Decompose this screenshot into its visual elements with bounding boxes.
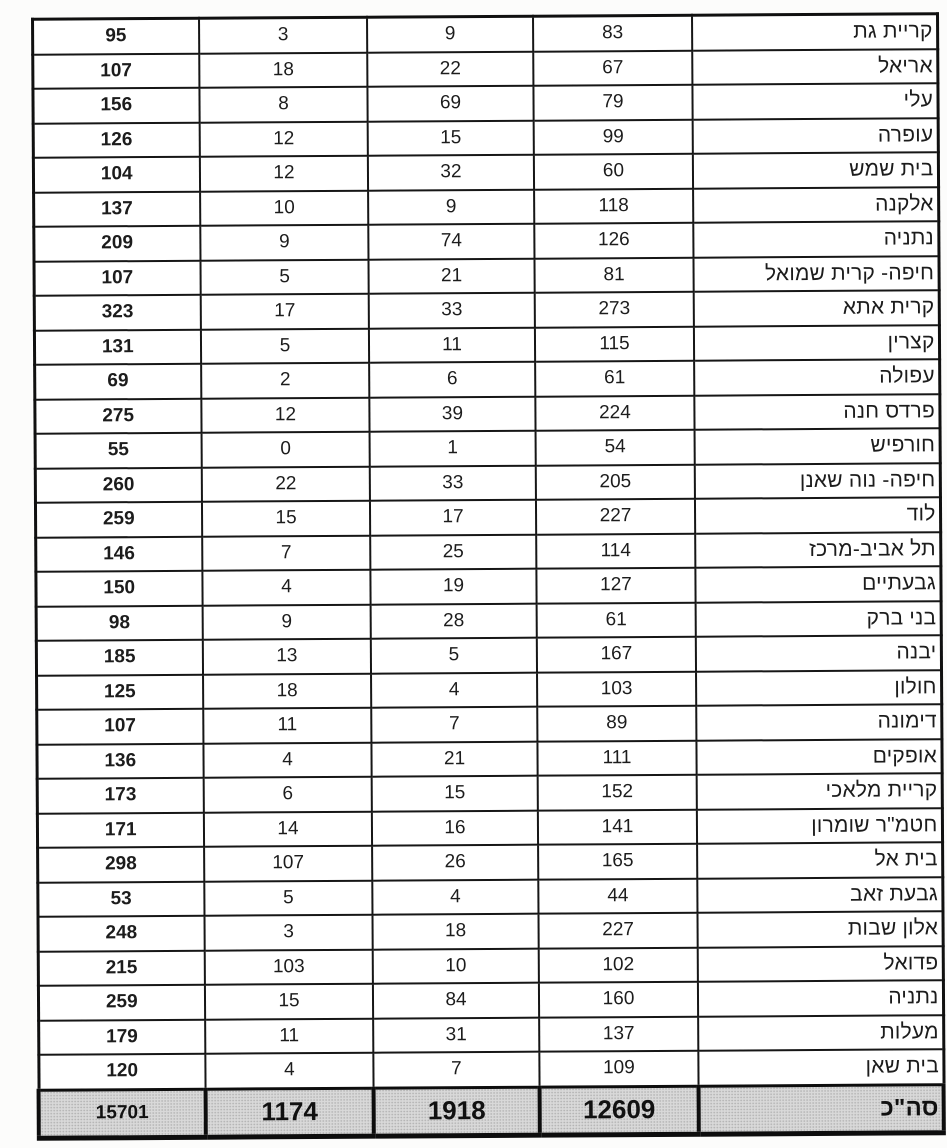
value-cell-c: 6 — [204, 777, 372, 813]
location-name-cell: בית אל — [697, 842, 942, 878]
table-row — [38, 946, 943, 986]
location-name-cell: אלון שבות — [697, 911, 942, 947]
value-cell-c: 15 — [202, 501, 370, 537]
value-cell-b: 9 — [368, 189, 534, 225]
value-cell-c: 0 — [202, 432, 370, 468]
value-cell-a: 83 — [533, 15, 692, 51]
value-cell-a: 152 — [538, 775, 697, 810]
totals-col-b-cell: 1918 — [374, 1087, 540, 1136]
value-cell-a: 81 — [534, 257, 693, 292]
value-cell-c: 13 — [203, 639, 371, 675]
value-cell-b: 4 — [372, 879, 538, 915]
value-cell-b: 10 — [373, 948, 539, 984]
value-cell-a: 79 — [533, 85, 692, 120]
value-cell-c: 18 — [203, 673, 371, 709]
table-row — [38, 1015, 943, 1055]
row-total-cell: 125 — [36, 674, 203, 710]
value-cell-a: 44 — [538, 878, 697, 913]
row-total-cell: 323 — [34, 295, 201, 331]
value-cell-a: 54 — [536, 430, 695, 465]
value-cell-a: 89 — [537, 706, 696, 741]
location-name-cell: אריאל — [692, 49, 937, 85]
value-cell-c: 4 — [202, 570, 370, 606]
location-name-cell: לוד — [695, 497, 940, 533]
value-cell-c: 15 — [205, 984, 373, 1020]
value-cell-b: 69 — [367, 86, 533, 122]
row-total-cell: 146 — [35, 536, 202, 572]
row-total-cell: 126 — [33, 122, 200, 158]
location-name-cell: בני ברק — [696, 601, 941, 637]
row-total-cell: 260 — [35, 467, 202, 503]
value-cell-c: 4 — [205, 1053, 373, 1089]
row-total-cell: 209 — [33, 226, 200, 262]
value-cell-b: 74 — [368, 224, 534, 260]
value-cell-c: 18 — [199, 52, 367, 88]
table-row — [35, 463, 940, 503]
row-total-cell: 69 — [34, 364, 201, 400]
value-cell-a: 160 — [539, 982, 698, 1017]
value-cell-a: 109 — [539, 1051, 698, 1087]
row-total-cell: 107 — [36, 709, 203, 745]
row-total-cell: 156 — [32, 88, 199, 124]
value-cell-b: 16 — [372, 810, 538, 846]
location-name-cell: עפולה — [694, 359, 939, 395]
table-row — [36, 739, 941, 779]
row-total-cell: 136 — [36, 743, 203, 779]
value-cell-b: 7 — [373, 1052, 539, 1088]
value-cell-c: 5 — [204, 880, 372, 916]
row-total-cell: 215 — [38, 950, 205, 986]
table-row — [36, 704, 941, 744]
value-cell-a: 61 — [537, 602, 696, 637]
row-total-cell: 150 — [35, 571, 202, 607]
value-cell-c: 4 — [203, 742, 371, 778]
row-total-cell: 185 — [36, 640, 203, 676]
row-total-cell: 53 — [37, 881, 204, 917]
value-cell-a: 60 — [534, 154, 693, 189]
value-cell-a: 224 — [535, 395, 694, 430]
location-name-cell: חולון — [696, 670, 941, 706]
table-row — [34, 325, 939, 365]
table-row — [33, 118, 938, 158]
row-total-cell: 137 — [33, 191, 200, 227]
row-total-cell: 179 — [38, 1019, 205, 1055]
table-row — [32, 14, 937, 55]
table-row — [37, 877, 942, 917]
value-cell-b: 1 — [370, 431, 536, 467]
value-cell-b: 15 — [372, 776, 538, 812]
location-name-cell: חיפה- קרית שמואל — [693, 256, 938, 292]
location-name-cell: מעלות — [698, 1015, 943, 1051]
value-cell-a: 61 — [535, 361, 694, 396]
location-name-cell: אופקים — [696, 739, 941, 775]
value-cell-a: 227 — [538, 913, 697, 948]
row-total-cell: 107 — [32, 53, 199, 89]
table-row — [37, 808, 942, 848]
value-cell-b: 18 — [372, 914, 538, 950]
table-row — [35, 566, 940, 606]
value-cell-a: 111 — [537, 740, 696, 775]
value-cell-b: 25 — [370, 534, 536, 570]
value-cell-c: 5 — [200, 259, 368, 295]
table-wrapper — [30, 12, 946, 1140]
location-name-cell: קריית מלאכי — [697, 773, 942, 809]
value-cell-a: 126 — [534, 223, 693, 258]
value-cell-b: 21 — [371, 741, 537, 777]
value-cell-c: 12 — [200, 156, 368, 192]
location-name-cell: חיפה- נוה שאנן — [695, 463, 940, 499]
table-row — [33, 256, 938, 296]
value-cell-b: 17 — [370, 500, 536, 536]
table-row — [36, 635, 941, 675]
table-row — [37, 773, 942, 813]
value-cell-a: 115 — [535, 326, 694, 361]
table-row — [33, 187, 938, 227]
value-cell-b: 7 — [371, 707, 537, 743]
value-cell-c: 17 — [201, 294, 369, 330]
value-cell-a: 118 — [534, 188, 693, 223]
row-total-cell: 173 — [37, 778, 204, 814]
totals-col-c-cell: 1174 — [206, 1088, 374, 1137]
value-cell-b: 32 — [368, 155, 534, 191]
location-name-cell: קצרין — [694, 325, 939, 361]
value-cell-a: 205 — [536, 464, 695, 499]
value-cell-b: 39 — [369, 396, 535, 432]
row-total-cell: 120 — [38, 1054, 205, 1090]
table-row — [38, 1049, 943, 1090]
row-total-cell: 259 — [35, 502, 202, 538]
location-name-cell: פרדס חנה — [694, 394, 939, 430]
row-total-cell: 275 — [34, 398, 201, 434]
table-row — [35, 497, 940, 537]
value-cell-b: 15 — [368, 120, 534, 156]
table-row — [35, 532, 940, 572]
row-total-cell: 95 — [32, 18, 199, 54]
row-total-cell: 259 — [38, 985, 205, 1021]
value-cell-c: 11 — [203, 708, 371, 744]
value-cell-b: 31 — [373, 1017, 539, 1053]
location-name-cell: קריית גת — [692, 14, 937, 50]
table-row — [34, 290, 939, 330]
value-cell-b: 33 — [370, 465, 536, 501]
value-cell-a: 127 — [536, 568, 695, 603]
value-cell-b: 19 — [370, 569, 536, 605]
table-footer — [39, 1084, 944, 1138]
value-cell-b: 26 — [372, 845, 538, 881]
totals-label-cell: סה"כ — [699, 1084, 944, 1133]
value-cell-a: 99 — [534, 119, 693, 154]
value-cell-b: 9 — [367, 16, 533, 52]
value-cell-c: 7 — [202, 535, 370, 571]
value-cell-c: 22 — [202, 466, 370, 502]
table-row — [34, 359, 939, 399]
value-cell-c: 12 — [201, 397, 369, 433]
value-cell-b: 4 — [371, 672, 537, 708]
value-cell-c: 3 — [204, 915, 372, 951]
value-cell-c: 103 — [205, 949, 373, 985]
table-row — [33, 221, 938, 261]
location-name-cell: בית שמש — [693, 152, 938, 188]
location-name-cell: פדואל — [698, 946, 943, 982]
value-cell-b: 6 — [369, 362, 535, 398]
location-name-cell: נתניה — [698, 980, 943, 1016]
location-name-cell: תל אביב-מרכז — [695, 532, 940, 568]
location-name-cell: דימונה — [696, 704, 941, 740]
table-row — [36, 670, 941, 710]
value-cell-b: 22 — [367, 51, 533, 87]
grand-total-cell: 15701 — [39, 1089, 206, 1138]
location-name-cell: עלי — [692, 83, 937, 119]
value-cell-a: 137 — [539, 1016, 698, 1051]
location-name-cell: יבנה — [696, 635, 941, 671]
table-row — [34, 394, 939, 434]
value-cell-a: 273 — [535, 292, 694, 327]
value-cell-c: 11 — [205, 1018, 373, 1054]
totals-col-a-cell: 12609 — [540, 1086, 699, 1135]
value-cell-b: 28 — [371, 603, 537, 639]
row-total-cell: 98 — [36, 605, 203, 641]
table-row — [37, 842, 942, 882]
value-cell-c: 2 — [201, 363, 369, 399]
row-total-cell: 107 — [33, 260, 200, 296]
value-cell-a: 67 — [533, 50, 692, 85]
value-cell-c: 9 — [203, 604, 371, 640]
value-cell-a: 227 — [536, 499, 695, 534]
row-total-cell: 248 — [38, 916, 205, 952]
row-total-cell: 298 — [37, 847, 204, 883]
table-row — [36, 601, 941, 641]
value-cell-c: 14 — [204, 811, 372, 847]
location-name-cell: אלקנה — [693, 187, 938, 223]
row-total-cell: 104 — [33, 157, 200, 193]
value-cell-c: 107 — [204, 846, 372, 882]
value-cell-c: 8 — [199, 87, 367, 123]
row-total-cell: 55 — [35, 433, 202, 469]
value-cell-c: 10 — [200, 190, 368, 226]
table-row — [38, 980, 943, 1020]
value-cell-a: 167 — [537, 637, 696, 672]
location-name-cell: נתניה — [693, 221, 938, 257]
location-name-cell: חטמ"ר שומרון — [697, 808, 942, 844]
value-cell-b: 21 — [368, 258, 534, 294]
value-cell-b: 11 — [369, 327, 535, 363]
location-name-cell: קרית אתא — [694, 290, 939, 326]
value-cell-b: 33 — [369, 293, 535, 329]
value-cell-c: 9 — [200, 225, 368, 261]
value-cell-a: 114 — [536, 533, 695, 568]
table-row — [38, 911, 943, 951]
value-cell-b: 84 — [373, 983, 539, 1019]
value-cell-a: 165 — [538, 844, 697, 879]
value-cell-c: 3 — [199, 17, 367, 53]
row-total-cell: 131 — [34, 329, 201, 365]
table-row — [32, 83, 937, 123]
table-row — [33, 152, 938, 192]
value-cell-b: 5 — [371, 638, 537, 674]
value-cell-a: 102 — [539, 947, 698, 982]
table-row — [32, 49, 937, 89]
locations-stats-table — [30, 12, 946, 1140]
location-name-cell: בית שאן — [698, 1049, 943, 1085]
value-cell-c: 12 — [200, 121, 368, 157]
value-cell-a: 141 — [538, 809, 697, 844]
table-row — [35, 428, 940, 468]
location-name-cell: גבעת זאב — [697, 877, 942, 913]
location-name-cell: עופרה — [693, 118, 938, 154]
row-total-cell: 171 — [37, 812, 204, 848]
totals-row — [39, 1084, 944, 1138]
table-body — [32, 14, 944, 1090]
value-cell-c: 5 — [201, 328, 369, 364]
location-name-cell: חורפיש — [695, 428, 940, 464]
value-cell-a: 103 — [537, 671, 696, 706]
location-name-cell: גבעתיים — [695, 566, 940, 602]
